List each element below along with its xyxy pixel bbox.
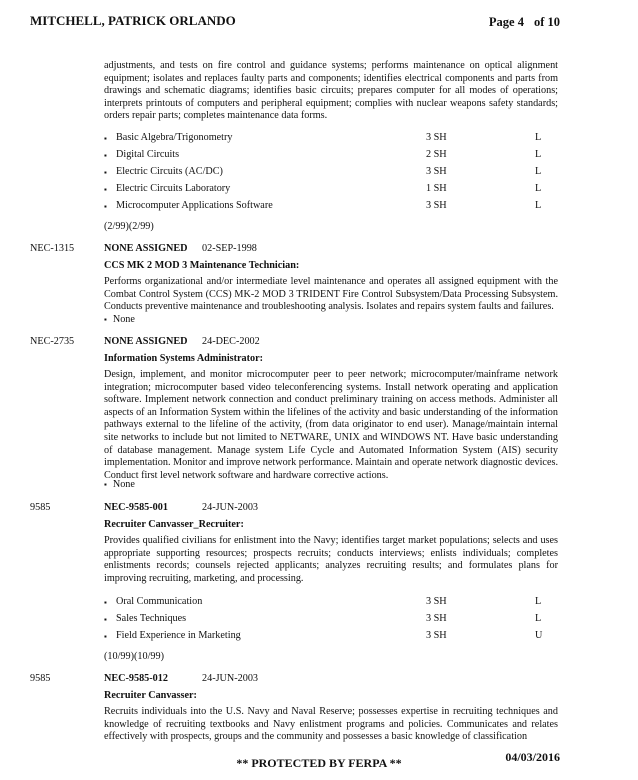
course-row: [104, 200, 564, 214]
course-credit: 3 SH: [426, 596, 447, 607]
course-row: [104, 149, 564, 163]
entry-description: Design, implement, and monitor microcomputer peer to peer network; microcomputer/mainframe network integration; microcomputer based video teleconferencing systems. Install network operating and application software. Implement network connection and conduct preliminary training on access methods. Administer all aspects of an Information System within the lifelines of the activity and basic understanding of the information pathways external to the lifeline of the activity, (from data originator to end user). Manage/maintain internal site networks to include but not limited to NETWARE, UNIX and WINDOWS NT. Have basic understanding of database management. Manage system Life Cycle and Automated Information System (AIS) security implementation. Monitor and improve network performance. Maintain and operate network diagnostic devices. Conduct first level network software and hardware corrective actions.: [104, 369, 558, 481]
bullet-icon: ▪: [104, 134, 107, 143]
entry-bullet: [104, 479, 135, 490]
course-level: L: [535, 149, 542, 160]
entry-title: Recruiter Canvasser_Recruiter:: [104, 519, 244, 530]
bullet-text: None: [112, 314, 135, 325]
page-number: Page 4: [488, 15, 524, 29]
entry-description: Performs organizational and/or intermediate level maintenance and operates all assigned equipment with the Combat Control System (CCS) MK-2 MOD 3 TRIDENT Fire Control Subsystem/Data Processing Subsystem. Conducts preventive maintenance and troubleshooting analysis. Isolates and repairs system faults and failures.: [104, 276, 558, 313]
entry-id: NEC-9585-012: [104, 673, 168, 684]
bullet-icon: ▪: [104, 151, 107, 160]
bullet-text: None: [112, 479, 135, 490]
entry-title: Recruiter Canvasser:: [104, 690, 197, 701]
course-name: Field Experience in Marketing: [116, 630, 241, 641]
entry-bullet: [104, 314, 135, 325]
course-level: L: [535, 132, 542, 143]
course-name: Basic Algebra/Trigonometry: [116, 132, 233, 143]
course-name: Digital Circuits: [116, 149, 180, 160]
nec-code: 9585: [30, 502, 51, 513]
course-level: L: [535, 596, 542, 607]
page-total: of 10: [533, 15, 560, 29]
entry-date: 24-JUN-2003: [202, 673, 259, 684]
entry-description: Recruits individuals into the U.S. Navy and Naval Reserve; possesses expertise in recruiting techniques and knowledge of recruiting textbooks and Navy enlistment programs and policies. Communicates and relates effectively with prospects, groups and the community and possesses a basic knowledge of classification: [104, 706, 558, 743]
ferpa-notice: ** PROTECTED BY FERPA **: [236, 756, 402, 770]
entry-date: 02-SEP-1998: [202, 243, 257, 254]
bullet-icon: ▪: [104, 480, 107, 489]
bullet-icon: ▪: [104, 168, 107, 177]
entry-date: 24-JUN-2003: [202, 502, 259, 513]
student-name: MITCHELL, PATRICK ORLANDO: [30, 13, 236, 28]
course-row: [104, 613, 564, 627]
recommendation-date: (10/99)(10/99): [104, 651, 164, 662]
nec-code: 9585: [30, 673, 51, 684]
course-credit: 3 SH: [426, 630, 447, 641]
course-level: U: [535, 630, 543, 641]
bullet-icon: ▪: [104, 615, 107, 624]
entry-title: CCS MK 2 MOD 3 Maintenance Technician:: [104, 260, 300, 271]
course-row: [104, 596, 564, 610]
course-credit: 1 SH: [426, 183, 447, 194]
entry-description: Provides qualified civilians for enlistment into the Navy; identifies target market populations; selects and uses appropriate supporting resources; prospects recruits; conducts interviews; enlists individuals; completes enlistments records; counsels rejected applicants; analyzes recruiting results; and formulates plans for improving recruiting, marketing, and processing.: [104, 535, 558, 584]
nec-code: NEC-2735: [30, 336, 75, 347]
entry-id: NEC-9585-001: [104, 502, 168, 513]
entry-title: Information Systems Administrator:: [104, 353, 264, 364]
course-row: [104, 630, 564, 644]
entry-header: [104, 502, 259, 513]
course-row: [104, 132, 564, 146]
course-level: L: [535, 200, 542, 211]
entry-header: [104, 336, 260, 347]
entry-id: NONE ASSIGNED: [104, 336, 188, 347]
course-credit: 3 SH: [426, 132, 447, 143]
recommendation-date: (2/99)(2/99): [104, 221, 154, 232]
bullet-icon: ▪: [104, 632, 107, 641]
course-credit: 3 SH: [426, 200, 447, 211]
course-row: [104, 183, 564, 197]
bullet-icon: ▪: [104, 202, 107, 211]
course-name: Oral Communication: [116, 596, 203, 607]
course-name: Microcomputer Applications Software: [116, 200, 273, 211]
course-name: Electric Circuits Laboratory: [116, 183, 231, 194]
course-level: L: [535, 183, 542, 194]
page-indicator: [479, 15, 560, 30]
course-level: L: [535, 166, 542, 177]
bullet-icon: ▪: [104, 185, 107, 194]
course-name: Sales Techniques: [116, 613, 187, 624]
bullet-icon: ▪: [104, 598, 107, 607]
course-credit: 3 SH: [426, 613, 447, 624]
entry-id: NONE ASSIGNED: [104, 243, 188, 254]
entry-header: [104, 243, 257, 254]
nec-code: NEC-1315: [30, 243, 75, 254]
course-level: L: [535, 613, 542, 624]
continued-description: adjustments, and tests on fire control and guidance systems; performs maintenance on optical alignment equipment; isolates and replaces faulty parts and components; identifies electrical components and parts from drawings and schematic diagrams; identifies basic circuits; prepares computer for all modes of operations; interprets printouts of computers and peripheral equipment; complies with nuclear weapons safety standards; orders repair parts; completes maintenance data forms.: [104, 60, 558, 122]
print-date: 04/03/2016: [505, 750, 560, 764]
course-row: [104, 166, 564, 180]
course-credit: 2 SH: [426, 149, 447, 160]
bullet-icon: ▪: [104, 315, 107, 324]
course-name: Electric Circuits (AC/DC): [116, 166, 223, 177]
entry-date: 24-DEC-2002: [202, 336, 260, 347]
entry-header: [104, 673, 259, 684]
course-credit: 3 SH: [426, 166, 447, 177]
